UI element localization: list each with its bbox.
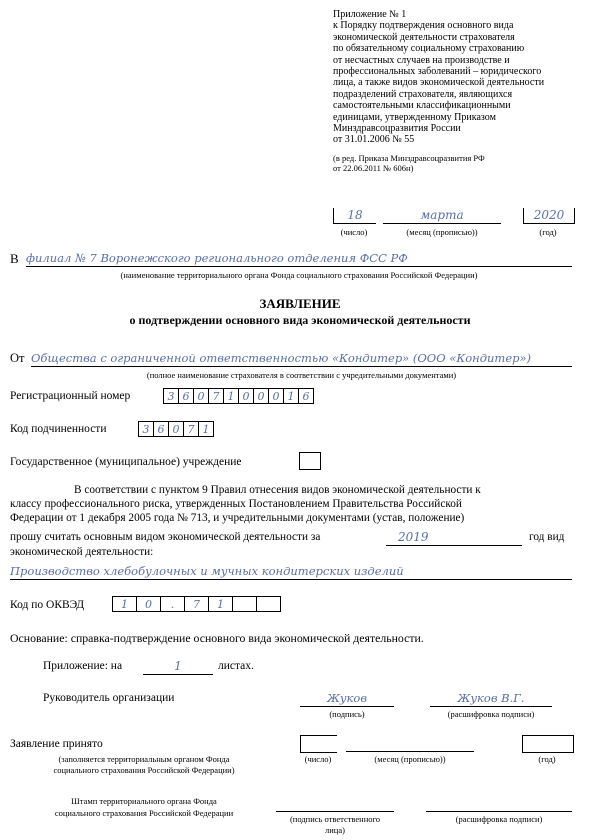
body-line: Федерации от 1 декабря 2005 года № 713, и учредительными документами (устав, положение)	[10, 512, 465, 524]
recipient-prefix: В	[10, 251, 19, 266]
digit-cell[interactable]: 7	[208, 388, 224, 404]
accepted-label: Заявление принято	[10, 738, 103, 750]
state-institution-checkbox[interactable]	[299, 452, 321, 470]
accepted-year-field[interactable]	[522, 735, 574, 753]
accepted-month-field[interactable]	[346, 735, 474, 752]
accepted-caption-line: (заполняется территориальным органом Фонда	[58, 754, 230, 764]
sub-code-label: Код подчиненности	[10, 423, 107, 435]
date-year-field[interactable]: 2020	[523, 208, 575, 224]
attachment-sheets-label: листах.	[218, 660, 254, 672]
report-year-value: 2019	[398, 530, 429, 544]
date-month-field[interactable]: марта	[383, 208, 501, 224]
digit-cell[interactable]: 3	[138, 421, 154, 437]
head-signature-field[interactable]: Жуков	[300, 691, 394, 707]
appendix-line: к Порядку подтверждения основного вида	[333, 20, 514, 32]
basis-text: Основание: справка-подтверждение основного вида экономической деятельности.	[10, 631, 424, 645]
report-year-field[interactable]	[386, 530, 522, 546]
reg-number-label: Регистрационный номер	[10, 390, 131, 402]
okved-cell[interactable]: 1	[208, 596, 233, 612]
digit-cell[interactable]: 0	[268, 388, 284, 404]
digit-cell[interactable]: 1	[283, 388, 299, 404]
date-month-caption: (месяц (прописью))	[406, 227, 478, 237]
digit-cell[interactable]: 7	[183, 421, 199, 437]
okved-cell[interactable]	[232, 596, 257, 612]
reg-number-cells[interactable]	[163, 388, 313, 404]
appendix-line: экономической деятельности страхователя	[333, 31, 515, 43]
date-day-field[interactable]: 18	[333, 208, 376, 224]
body-line: прошу считать основным видом экономической деятельности за	[10, 531, 321, 543]
stamp-signature-field[interactable]	[276, 795, 394, 812]
recipient-caption: (наименование территориального органа Фонда социального страхования Российской Федерации)	[120, 270, 478, 280]
document-title: ЗАЯВЛЕНИЕ	[259, 296, 341, 311]
appendix-line: по обязательному социальному страхованию	[333, 43, 525, 55]
appendix-line: профессиональных заболеваний – юридического	[333, 66, 542, 78]
appendix-line: Минздравсоцразвития России	[333, 123, 461, 135]
head-name-field[interactable]: Жуков В.Г.	[430, 691, 552, 707]
body-line: В соответствии с пунктом 9 Правил отнесения видов экономической деятельности к	[74, 484, 481, 496]
attachment-label: Приложение: на	[43, 660, 123, 672]
stamp-signature-caption: (подпись ответственного	[289, 814, 381, 824]
digit-cell[interactable]: 0	[253, 388, 269, 404]
stamp-name-field[interactable]	[426, 795, 572, 812]
digit-cell[interactable]: 6	[153, 421, 169, 437]
sub-code-cells[interactable]	[138, 421, 213, 437]
okved-cells[interactable]	[112, 596, 280, 612]
okved-cell[interactable]: .	[160, 596, 185, 612]
date-year-caption: (год)	[539, 227, 557, 237]
digit-cell[interactable]: 6	[298, 388, 314, 404]
appendix-line: Приложение № 1	[333, 9, 407, 20]
recipient-field[interactable]: филиал № 7 Воронежского регионального отделения ФСС РФ	[26, 251, 572, 267]
stamp-line: социального страхования Российской Федерации	[54, 808, 234, 818]
appendix-note	[333, 9, 583, 173]
stamp-name-caption: (расшифровка подписи)	[455, 814, 543, 824]
digit-cell[interactable]: 0	[168, 421, 184, 437]
date-day-caption: (число)	[340, 227, 368, 237]
accepted-year-caption: (год)	[538, 754, 556, 764]
digit-cell[interactable]: 1	[198, 421, 214, 437]
okved-cell[interactable]: 1	[112, 596, 137, 612]
amendment-line: от 22.06.2011 № 606н)	[333, 162, 414, 173]
body-line: классу профессионального риска, утвержденных Постановлением Правительства Российской	[10, 498, 462, 510]
digit-cell[interactable]: 0	[193, 388, 209, 404]
from-prefix: От	[10, 351, 25, 365]
digit-cell[interactable]: 3	[163, 388, 179, 404]
stamp-line: Штамп территориального органа Фонда	[71, 796, 217, 806]
appendix-line: единицами, утвержденному Приказом	[333, 111, 496, 123]
accepted-month-caption: (месяц (прописью))	[374, 754, 446, 764]
digit-cell[interactable]: 0	[238, 388, 254, 404]
digit-cell[interactable]: 1	[223, 388, 239, 404]
body-line: год вид	[529, 531, 565, 543]
attachment-sheets-field[interactable]: 1	[143, 659, 213, 675]
amendment-note	[333, 153, 583, 173]
okved-cell[interactable]: 7	[184, 596, 209, 612]
head-label: Руководитель организации	[43, 692, 175, 704]
accepted-caption-line: социального страхования Российской Федерации)	[53, 765, 235, 775]
okved-cell[interactable]: 0	[136, 596, 161, 612]
document-subtitle: о подтверждении основного вида экономической деятельности	[129, 313, 471, 327]
appendix-line: лица, а также видов экономической деятельности	[333, 77, 545, 89]
head-name-caption: (расшифровка подписи)	[447, 709, 535, 719]
digit-cell[interactable]: 6	[178, 388, 194, 404]
activity-field[interactable]: Производство хлебобулочных и мучных кондитерских изделий	[10, 564, 572, 580]
amendment-line: (в ред. Приказа Минздравсоцразвития РФ	[333, 152, 485, 163]
from-caption: (полное наименование страхователя в соответствии с учредительными документами)	[146, 370, 457, 380]
appendix-line: самостоятельными классификационными	[333, 100, 511, 112]
appendix-line: от 31.01.2006 № 55	[333, 134, 415, 146]
stamp-signature-caption: лица)	[325, 825, 345, 835]
state-institution-label: Государственное (муниципальное) учреждение	[10, 456, 242, 468]
from-field[interactable]: Общества с ограниченной ответственностью «Кондитер» (ООО «Кондитер»)	[31, 351, 572, 367]
okved-label: Код по ОКВЭД	[10, 599, 85, 611]
head-signature-caption: (подпись)	[329, 709, 365, 719]
appendix-line: от несчастных случаев на производстве и	[333, 54, 510, 66]
accepted-day-field[interactable]	[300, 735, 337, 753]
okved-cell[interactable]	[256, 596, 281, 612]
appendix-line: подразделений страхователя, являющихся	[333, 88, 513, 100]
accepted-day-caption: (число)	[304, 754, 332, 764]
body-line: экономической деятельности:	[10, 546, 154, 558]
